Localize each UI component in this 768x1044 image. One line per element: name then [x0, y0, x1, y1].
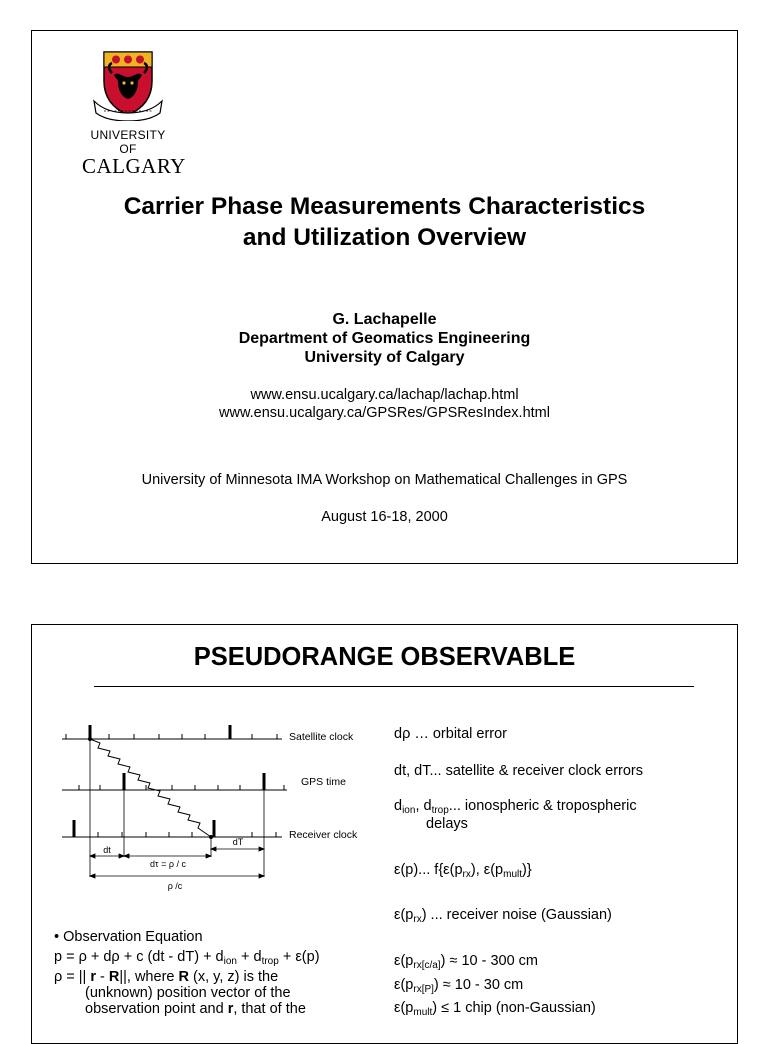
receiver-noise-text: $\varepsilon(p_{rx})$ ... receiver noise (Gaussian) [394, 907, 612, 925]
rho-definition: ρ = || r - R||, where R (x, y, z) is the [54, 969, 279, 985]
satellite-clock-label: Satellite clock [289, 731, 354, 743]
pseudorange-equation: p = ρ + dρ + c $(dt - dT) + d_{ion} + d_{trop} + \varepsilon(p)$ [54, 949, 320, 967]
rho-over-c-label: ρ /c [167, 881, 183, 891]
university-name: University of Calgary [304, 349, 465, 366]
dtau-label: dτ = ρ / c [150, 859, 186, 869]
pseudorange-slide [31, 624, 738, 1044]
url-gpsres: www.ensu.ucalgary.ca/GPSRes/GPSResIndex.html [219, 405, 550, 421]
orbital-error-text: dρ … orbital error [394, 726, 508, 742]
clock-timing-diagram [62, 717, 372, 902]
university-logo [82, 49, 186, 178]
heading-divider [94, 686, 694, 687]
logo-text-university-of: UNIVERSITY OF [90, 128, 166, 156]
gps-time-label: GPS time [301, 776, 346, 788]
epsilon-composition-text: ε(p)... $f\{\varepsilon(p_{rx})$, $\varepsilon(p_{mult})$} [394, 862, 532, 880]
url-lachap: www.ensu.ucalgary.ca/lachap/lachap.html [250, 387, 519, 403]
author-name: G. Lachapelle [332, 311, 437, 328]
title-slide [31, 30, 738, 564]
atmospheric-delays-text-line-2: delays [426, 816, 468, 832]
receiver-clock-label: Receiver clock [289, 829, 358, 841]
logo-text-calgary: CALGARY [82, 154, 186, 178]
clock-errors-text: dt, dT... satellite & receiver clock errors [394, 763, 643, 779]
department-name: Department of Geomatics Engineering [238, 330, 531, 347]
ca-code-noise-text: $\varepsilon(p_{rx[c/a]}) \approx 10 - 300$ cm [394, 953, 539, 971]
slide-title-line-2: and Utilization Overview [242, 224, 527, 251]
atmospheric-delays-text: $d_{ion}$, $d_{trop}$... ionospheric & tropospheric [394, 798, 637, 816]
multipath-error-text: $\varepsilon(p_{mult}) \le 1$ chip (non-Gaussian) [394, 1000, 596, 1018]
dt-label: dt [103, 845, 111, 855]
slide-title-line-1: Carrier Phase Measurements Characteristics [123, 193, 646, 220]
dT-label: dT [232, 837, 244, 847]
slide-heading: PSEUDORANGE OBSERVABLE [193, 643, 576, 671]
university-crest-icon [90, 49, 166, 121]
observation-equation-bullet: • Observation Equation [54, 929, 203, 945]
rho-definition-line-3: (unknown) position vector of the [85, 985, 291, 1001]
event-date: August 16-18, 2000 [321, 509, 448, 525]
event-name: University of Minnesota IMA Workshop on Mathematical Challenges in GPS [141, 472, 628, 488]
p-code-noise-text: $\varepsilon(p_{rx[P]}) \approx 10 - 30$ cm [394, 977, 524, 995]
rho-definition-line-4: observation point and r, that of the [85, 1001, 306, 1017]
